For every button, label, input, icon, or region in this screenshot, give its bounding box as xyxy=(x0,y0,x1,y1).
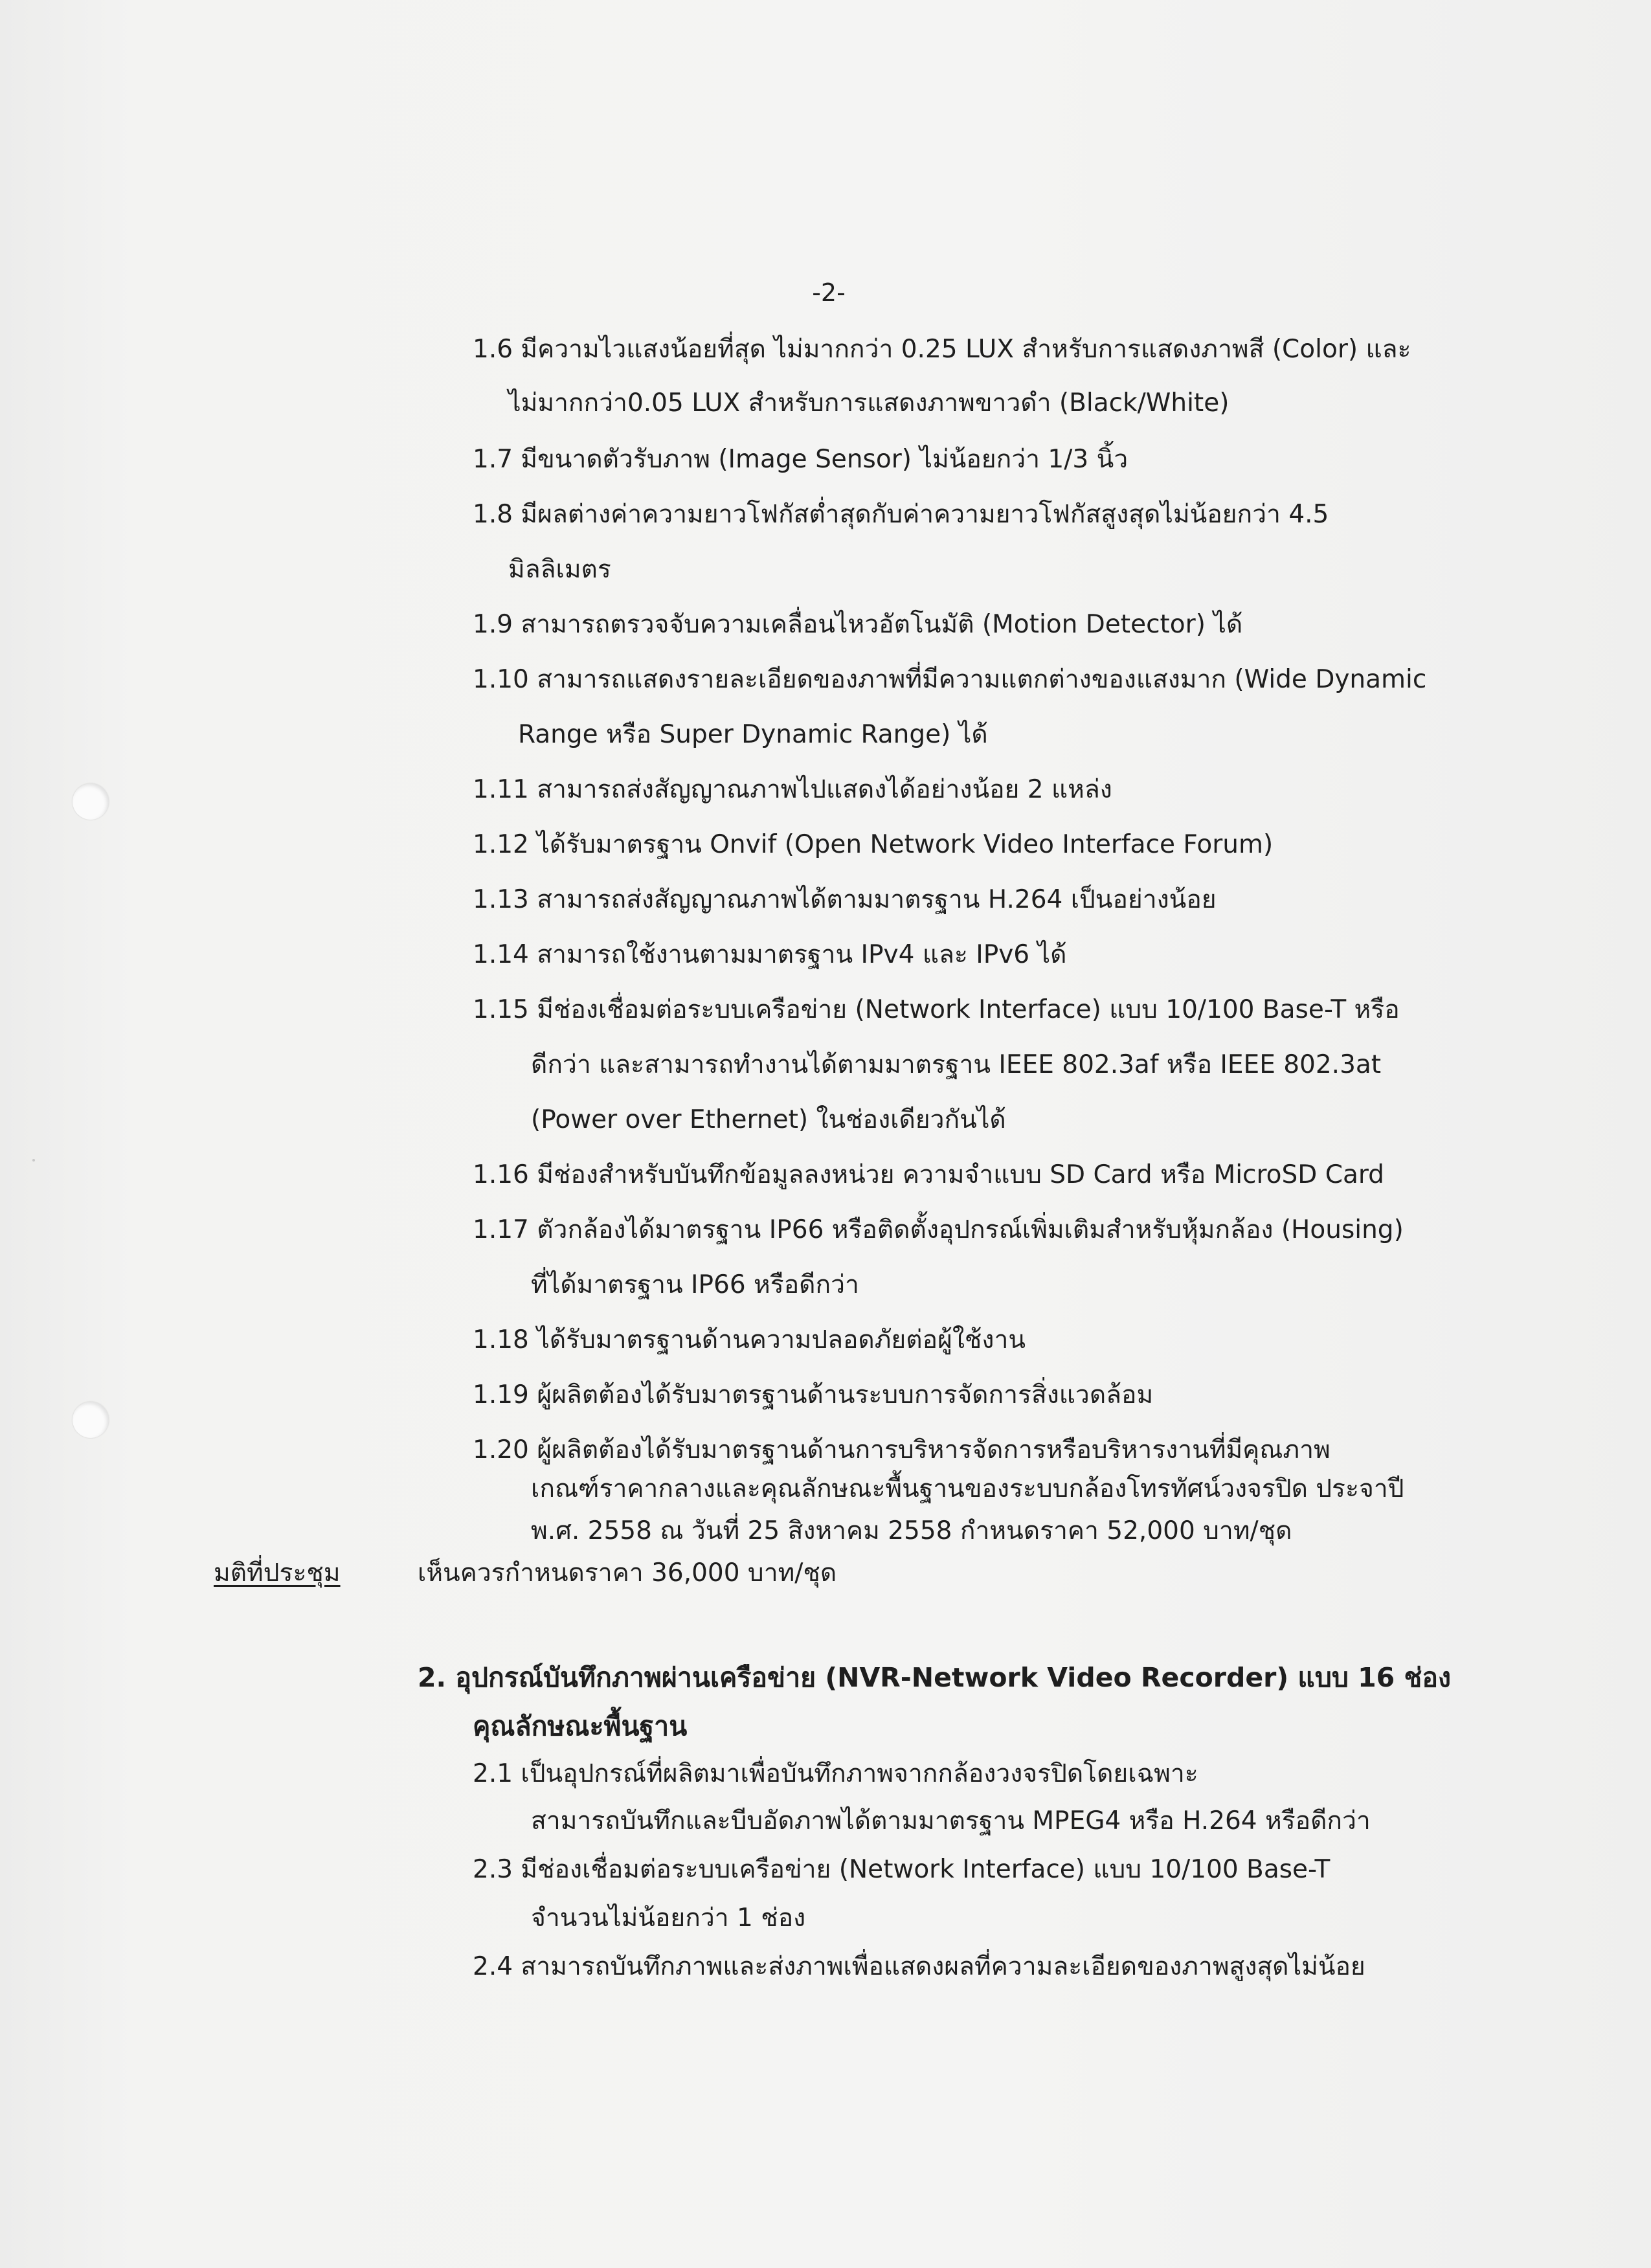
spec-item-2-3-line-2: จำนวนไม่น้อยกว่า 1 ช่อง xyxy=(531,1903,806,1933)
spec-item-1-8-line-2: มิลลิเมตร xyxy=(508,555,611,584)
punch-hole xyxy=(73,783,109,820)
spec-item-1-20-line-2: เกณฑ์ราคากลางและคุณลักษณะพื้นฐานของระบบกล้องโทรทัศน์วงจรปิด ประจาปี xyxy=(531,1474,1404,1503)
resolution-text: เห็นควรกำหนดราคา 36,000 บาท/ชุด xyxy=(418,1558,837,1588)
section-2-title: 2. อุปกรณ์บันทึกภาพผ่านเครือข่าย (NVR-Network Video Recorder) แบบ 16 ช่อง xyxy=(418,1662,1451,1693)
spec-item-1-17-line-2: ที่ได้มาตรฐาน IP66 หรือดีกว่า xyxy=(531,1270,859,1299)
spec-item-1-12: 1.12 ได้รับมาตรฐาน Onvif (Open Network Video Interface Forum) xyxy=(473,830,1274,859)
spec-item-2-3-line-1: 2.3 มีช่องเชื่อมต่อระบบเครือข่าย (Network Interface) แบบ 10/100 Base-T xyxy=(473,1855,1331,1884)
spec-item-2-1-line-1: 2.1 เป็นอุปกรณ์ที่ผลิตมาเพื่อบันทึกภาพจากกล้องวงจรปิดโดยเฉพาะ xyxy=(473,1759,1198,1788)
spec-item-1-11: 1.11 สามารถส่งสัญญาณภาพไปแสดงได้อย่างน้อย 2 แหล่ง xyxy=(473,775,1112,804)
spec-item-2-4: 2.4 สามารถบันทึกภาพและส่งภาพเพื่อแสดงผลที่ความละเอียดของภาพสูงสุดไม่น้อย xyxy=(473,1952,1365,1981)
spec-item-1-9: 1.9 สามารถตรวจจับความเคลื่อนไหวอัตโนมัติ (Motion Detector) ได้ xyxy=(473,610,1243,639)
spec-item-1-17-line-1: 1.17 ตัวกล้องได้มาตรฐาน IP66 หรือติดตั้งอุปกรณ์เพิ่มเติมสำหรับหุ้มกล้อง (Housing) xyxy=(473,1215,1404,1244)
spec-item-1-8-line-1: 1.8 มีผลต่างค่าความยาวโฟกัสต่ำสุดกับค่าความยาวโฟกัสสูงสุดไม่น้อยกว่า 4.5 xyxy=(473,500,1329,529)
spec-item-1-6-line-2: ไม่มากกว่า0.05 LUX สำหรับการแสดงภาพขาวดำ (Black/White) xyxy=(508,388,1230,418)
paper-speck xyxy=(32,1159,35,1162)
page-number: -2- xyxy=(812,278,846,307)
spec-item-1-18: 1.18 ได้รับมาตรฐานด้านความปลอดภัยต่อผู้ใช้งาน xyxy=(473,1325,1026,1354)
spec-item-1-15-line-2: ดีกว่า และสามารถทำงานได้ตามมาตรฐาน IEEE 802.3af หรือ IEEE 802.3at xyxy=(531,1050,1382,1079)
spec-item-1-15-line-3: (Power over Ethernet) ในช่องเดียวกันได้ xyxy=(531,1105,1006,1134)
spec-item-1-16: 1.16 มีช่องสำหรับบันทึกข้อมูลลงหน่วย ความจำแบบ SD Card หรือ MicroSD Card xyxy=(473,1160,1384,1189)
spec-item-1-7: 1.7 มีขนาดตัวรับภาพ (Image Sensor) ไม่น้อยกว่า 1/3 นิ้ว xyxy=(473,445,1129,474)
spec-item-1-20-line-1: 1.20 ผู้ผลิตต้องได้รับมาตรฐานด้านการบริหารจัดการหรือบริหารงานที่มีคุณภาพ xyxy=(473,1435,1331,1465)
resolution-label: มติที่ประชุม xyxy=(214,1558,341,1588)
spec-item-1-6-line-1: 1.6 มีความไวแสงน้อยที่สุด ไม่มากกว่า 0.25 LUX สำหรับการแสดงภาพสี (Color) และ xyxy=(473,335,1411,364)
section-2-subtitle: คุณลักษณะพื้นฐาน xyxy=(473,1711,688,1742)
spec-item-1-15-line-1: 1.15 มีช่องเชื่อมต่อระบบเครือข่าย (Network Interface) แบบ 10/100 Base-T หรือ xyxy=(473,995,1400,1024)
spec-item-2-1-line-2: สามารถบันทึกและบีบอัดภาพได้ตามมาตรฐาน MPEG4 หรือ H.264 หรือดีกว่า xyxy=(531,1806,1371,1836)
spec-item-1-20-line-3: พ.ศ. 2558 ณ วันที่ 25 สิงหาคม 2558 กำหนดราคา 52,000 บาท/ชุด xyxy=(531,1516,1292,1545)
spec-item-1-14: 1.14 สามารถใช้งานตามมาตรฐาน IPv4 และ IPv6 ได้ xyxy=(473,940,1067,969)
spec-item-1-19: 1.19 ผู้ผลิตต้องได้รับมาตรฐานด้านระบบการจัดการสิ่งแวดล้อม xyxy=(473,1380,1154,1409)
spec-item-1-13: 1.13 สามารถส่งสัญญาณภาพได้ตามมาตรฐาน H.264 เป็นอย่างน้อย xyxy=(473,885,1217,914)
spec-item-1-10-line-2: Range หรือ Super Dynamic Range) ได้ xyxy=(518,720,988,749)
punch-hole xyxy=(73,1402,109,1438)
spec-item-1-10-line-1: 1.10 สามารถแสดงรายละเอียดของภาพที่มีความแตกต่างของแสงมาก (Wide Dynamic xyxy=(473,665,1427,694)
